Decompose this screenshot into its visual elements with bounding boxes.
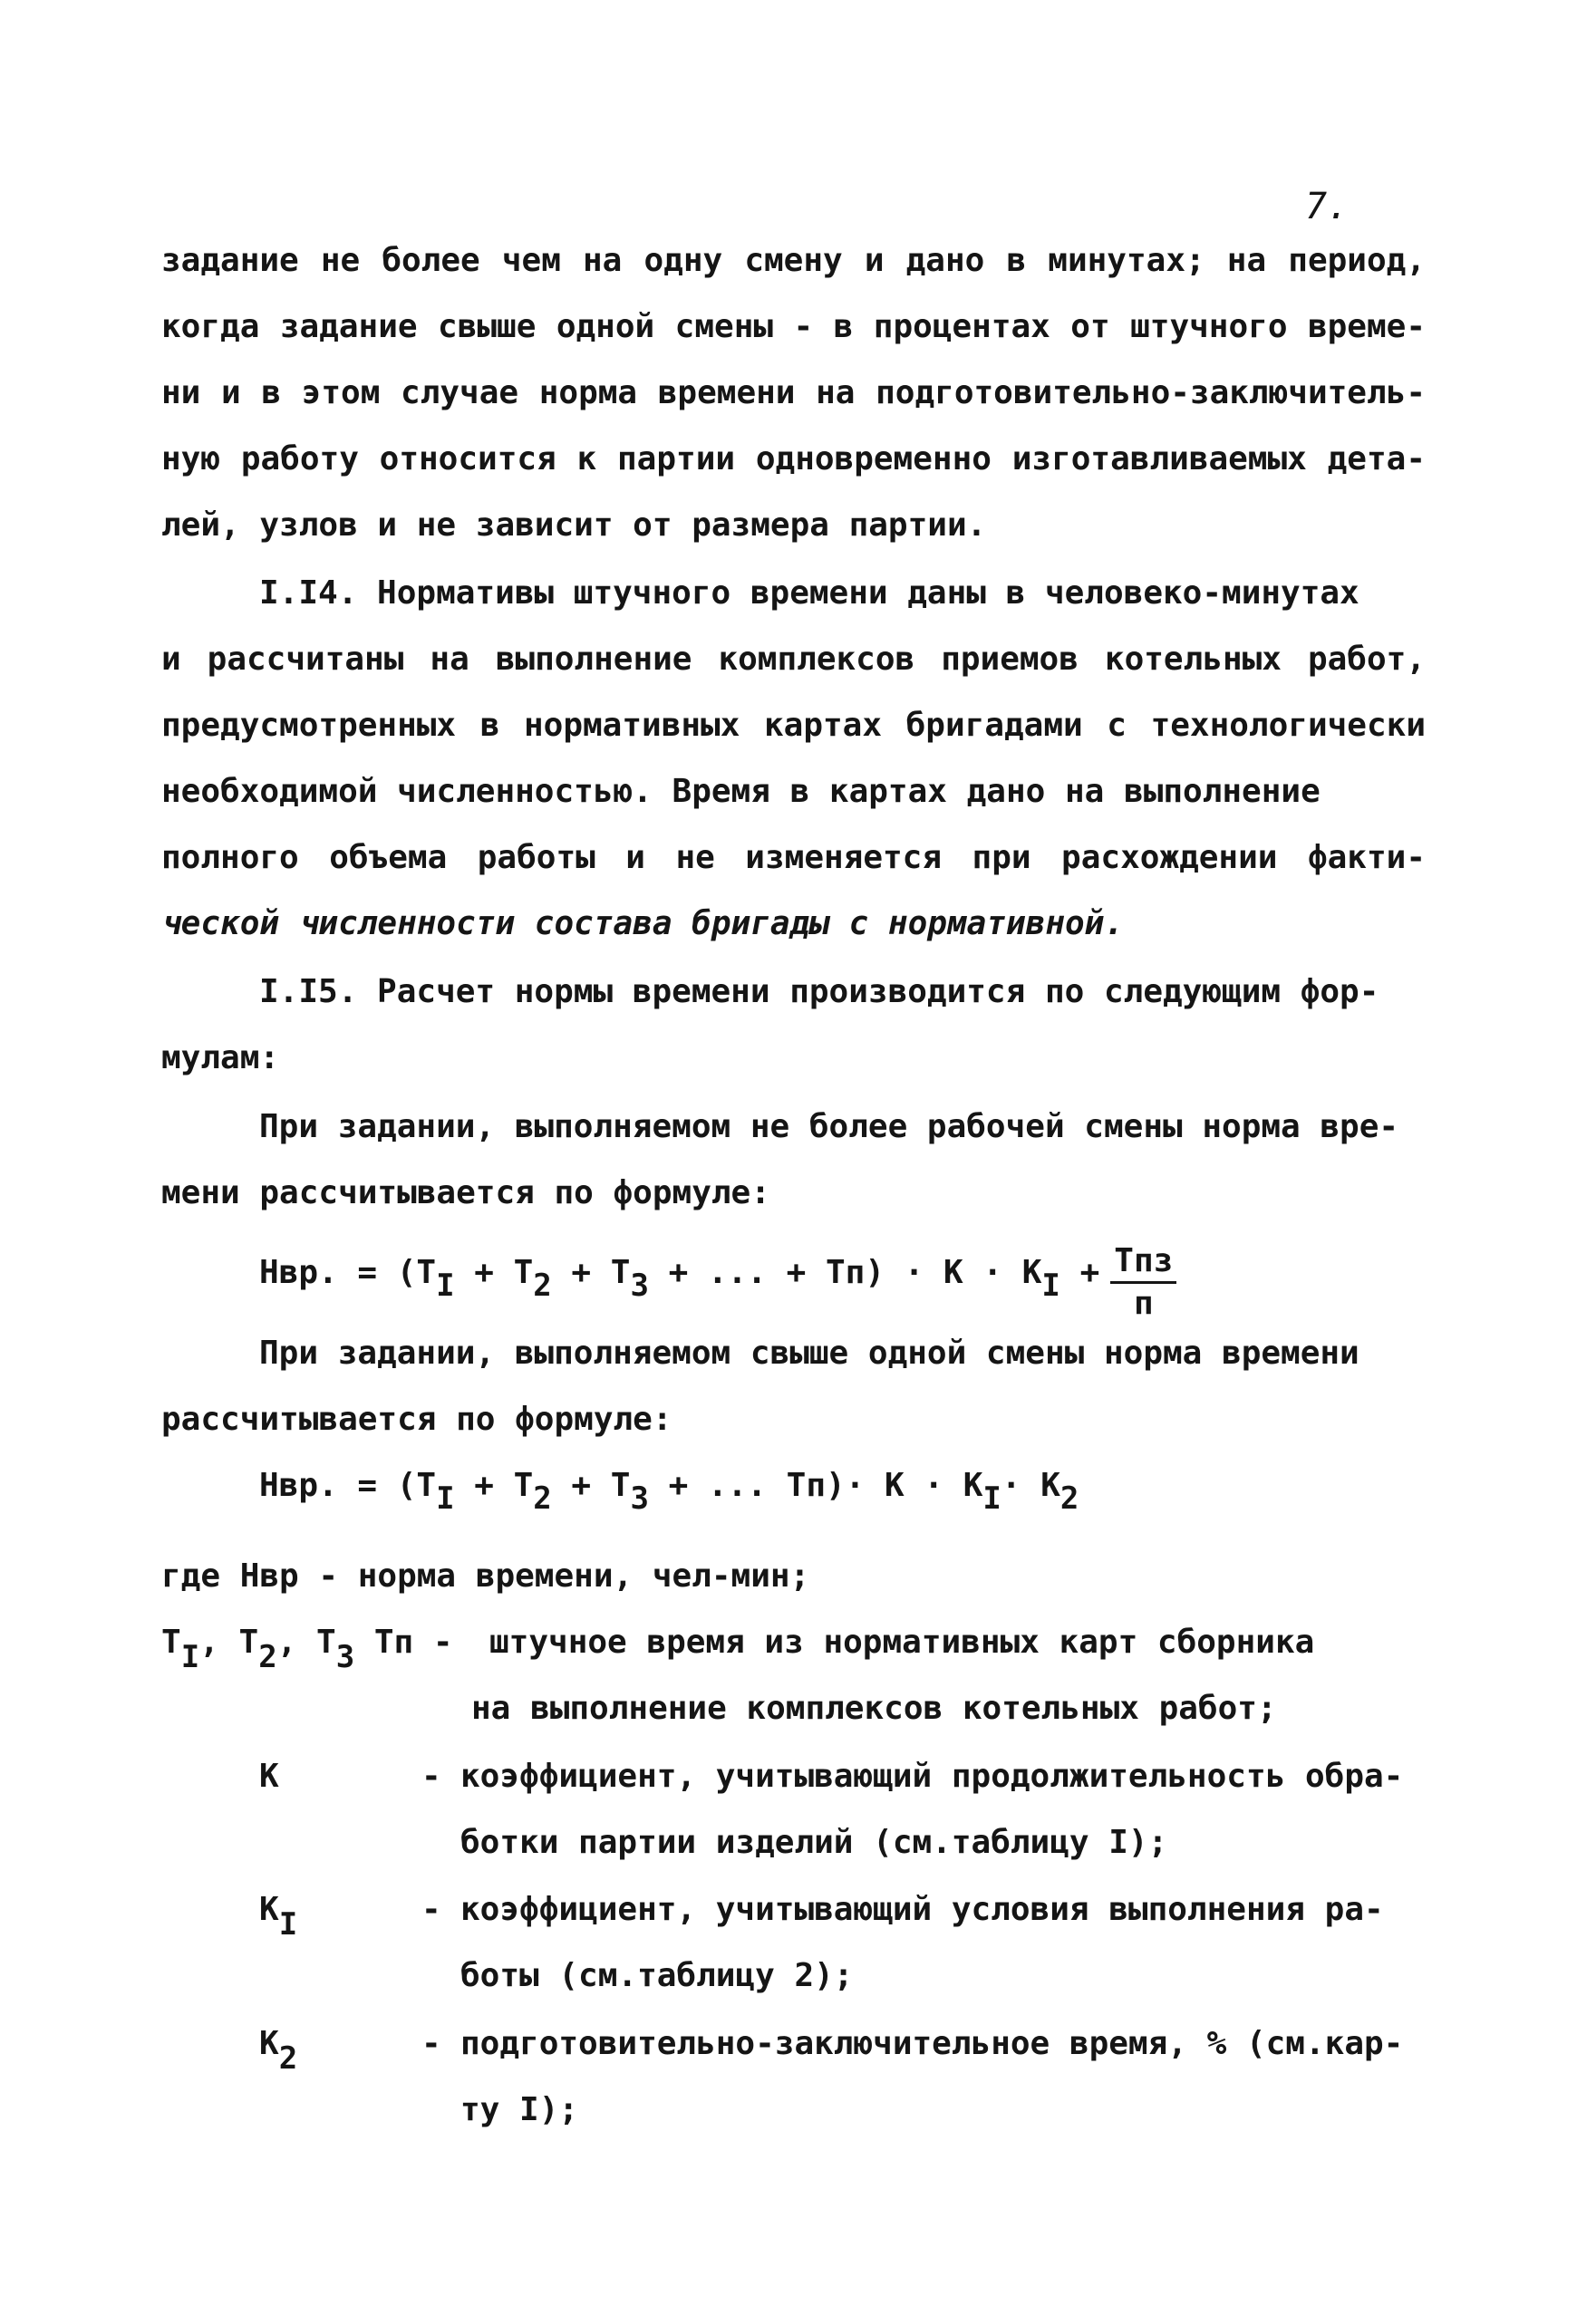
fraction-tpz-over-n: $\frac{\text{Тпз}}{п}$ [1110, 1243, 1176, 1323]
text-line: мулам: [161, 1039, 280, 1076]
definition-symbol-k1: $К_I$ [259, 1891, 298, 1943]
definition-text: ту I); [460, 2091, 579, 2128]
section-1-15-heading-line: I.I5. Расчет нормы времени производится по следующим фор- [259, 973, 1379, 1010]
section-1-14-heading-line: I.I4. Нормативы штучного времени даны в человеко-минутах [259, 574, 1359, 612]
definition-dash: - [421, 2025, 441, 2062]
text-line: предусмотренных в нормативных картах бригадами с технологически [161, 707, 1426, 744]
definition-dash: - [421, 1891, 441, 1928]
definition-text: ботки партии изделий (см.таблицу I); [460, 1824, 1168, 1861]
text-line: ную работу относится к партии одновременно изготавливаемых дета- [161, 440, 1426, 477]
definition-dash: - [421, 1758, 441, 1795]
definition-text: боты (см.таблицу 2); [460, 1957, 854, 1994]
text-line: При задании, выполняемом не более рабочей смены норма вре- [259, 1108, 1399, 1145]
formula-single-shift: Нвр. = ($Т_I + Т_2 + Т_3$ + ... + $Тп) \cdot К \cdot К_I$ + $\frac{\text{Тпз}}{п}$ [259, 1234, 1176, 1314]
text-line: когда задание свыше одной смены - в процентах от штучного време- [161, 308, 1426, 345]
definition-symbol-t: $Т_I$, $Т_2$, $Т_3$ Тп - [161, 1624, 453, 1675]
text-line: ческой численности состава бригады с нормативной. [161, 905, 1125, 942]
definition-text: подготовительно-заключительное время, % (см.кар- [460, 2025, 1404, 2062]
text-line: лей, узлов и не зависит от размера партии. [161, 506, 987, 544]
text-line: рассчитывается по формуле: [161, 1401, 672, 1438]
definition-symbol-k2: $К_2$ [259, 2025, 298, 2077]
definition-text: коэффициент, учитывающий продолжительность обра- [460, 1758, 1404, 1795]
definitions-intro: где Нвр - норма времени, чел-мин; [161, 1557, 810, 1595]
definition-text: коэффициент, учитывающий условия выполнения ра- [460, 1891, 1384, 1928]
text-line: необходимой численностью. Время в картах дано на выполнение [161, 773, 1321, 810]
page-number: 7. [1305, 186, 1350, 227]
text-line: мени рассчитывается по формуле: [161, 1174, 770, 1211]
text-line: полного объема работы и не изменяется при расхождении факти- [161, 839, 1426, 876]
text-line: При задании, выполняемом свыше одной смены норма времени [259, 1335, 1359, 1372]
text-line: задание не более чем на одну смену и дано в минутах; на период, [161, 242, 1426, 279]
formula-multi-shift: Нвр. = ($Т_I + Т_2 + Т_3$ + ... $Тп)\cdot К \cdot К_I\cdot К_2$ [259, 1467, 1079, 1517]
definition-symbol-k: К [259, 1758, 279, 1795]
definition-text: штучное время из нормативных карт сборника [489, 1624, 1315, 1661]
text-line: и рассчитаны на выполнение комплексов приемов котельных работ, [161, 641, 1426, 678]
definition-text: на выполнение комплексов котельных работ; [471, 1690, 1277, 1727]
text-line: ни и в этом случае норма времени на подготовительно-заключитель- [161, 374, 1426, 411]
